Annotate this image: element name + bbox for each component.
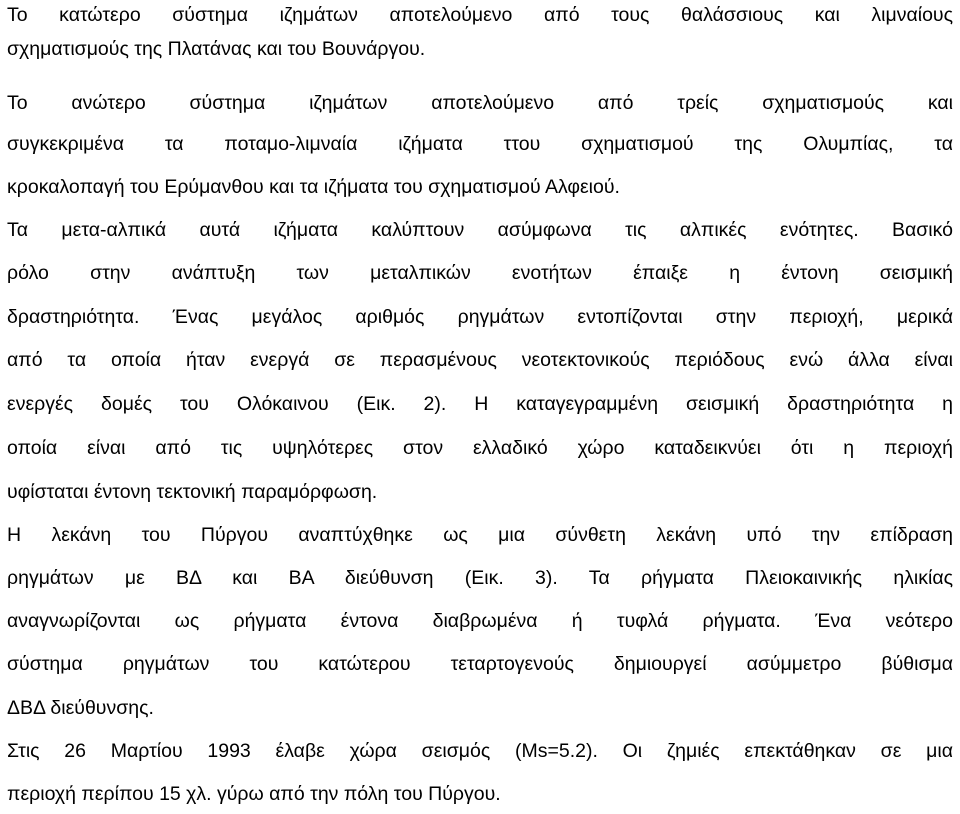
text-line: ρηγμάτων με ΒΔ και ΒΑ διεύθυνση (Εικ. 3). Τα ρήγματα Πλειοκαινικής ηλικίας (7, 567, 953, 589)
text-line: Τα μετα-αλπικά αυτά ιζήματα καλύπτουν ασύμφωνα τις αλπικές ενότητες. Βασικό (7, 219, 953, 241)
text-line: κροκαλοπαγή του Ερύμανθου και τα ιζήματα του σχηματισμού Αλφειού. (7, 176, 620, 198)
document-page (7, 0, 960, 814)
text-line: ΔΒΔ διεύθυνσης. (7, 697, 154, 719)
text-line: από τα οποία ήταν ενεργά σε περασμένους νεοτεκτονικούς περιόδους ενώ άλλα είναι (7, 349, 953, 371)
text-line: σύστημα ρηγμάτων του κατώτερου τεταρτογενούς δημιουργεί ασύμμετρο βύθισμα (7, 653, 953, 675)
text-line: δραστηριότητα. Ένας μεγάλος αριθμός ρηγμάτων εντοπίζονται στην περιοχή, μερικά (7, 306, 953, 328)
text-line: Το κατώτερο σύστημα ιζημάτων αποτελούμενο από τους θαλάσσιους και λιμναίους (7, 4, 953, 26)
text-line: υφίσταται έντονη τεκτονική παραμόρφωση. (7, 481, 378, 503)
text-line: Το ανώτερο σύστημα ιζημάτων αποτελούμενο από τρείς σχηματισμούς και (7, 92, 953, 114)
text-line: σχηματισμούς της Πλατάνας και του Βουνάργου. (7, 38, 426, 60)
text-line: περιοχή περίπου 15 χλ. γύρω από την πόλη του Πύργου. (7, 783, 501, 805)
text-line: Στις 26 Μαρτίου 1993 έλαβε χώρα σεισμός (Ms=5.2). Οι ζημιές επεκτάθηκαν σε μια (7, 740, 953, 762)
text-line: ρόλο στην ανάπτυξη των μεταλπικών ενοτήτων έπαιξε η έντονη σεισμική (7, 262, 953, 284)
text-line: ενεργές δομές του Ολόκαινου (Εικ. 2). Η καταγεγραμμένη σεισμική δραστηριότητα η (7, 393, 953, 415)
text-line: συγκεκριμένα τα ποταμο-λιμναία ιζήματα ττου σχηματισμού της Ολυμπίας, τα (7, 133, 953, 155)
text-line: Η λεκάνη του Πύργου αναπτύχθηκε ως μια σύνθετη λεκάνη υπό την επίδραση (7, 524, 953, 546)
text-line: οποία είναι από τις υψηλότερες στον ελλαδικό χώρο καταδεικνύει ότι η περιοχή (7, 437, 953, 459)
text-line: αναγνωρίζονται ως ρήγματα έντονα διαβρωμένα ή τυφλά ρήγματα. Ένα νεότερο (7, 610, 953, 632)
